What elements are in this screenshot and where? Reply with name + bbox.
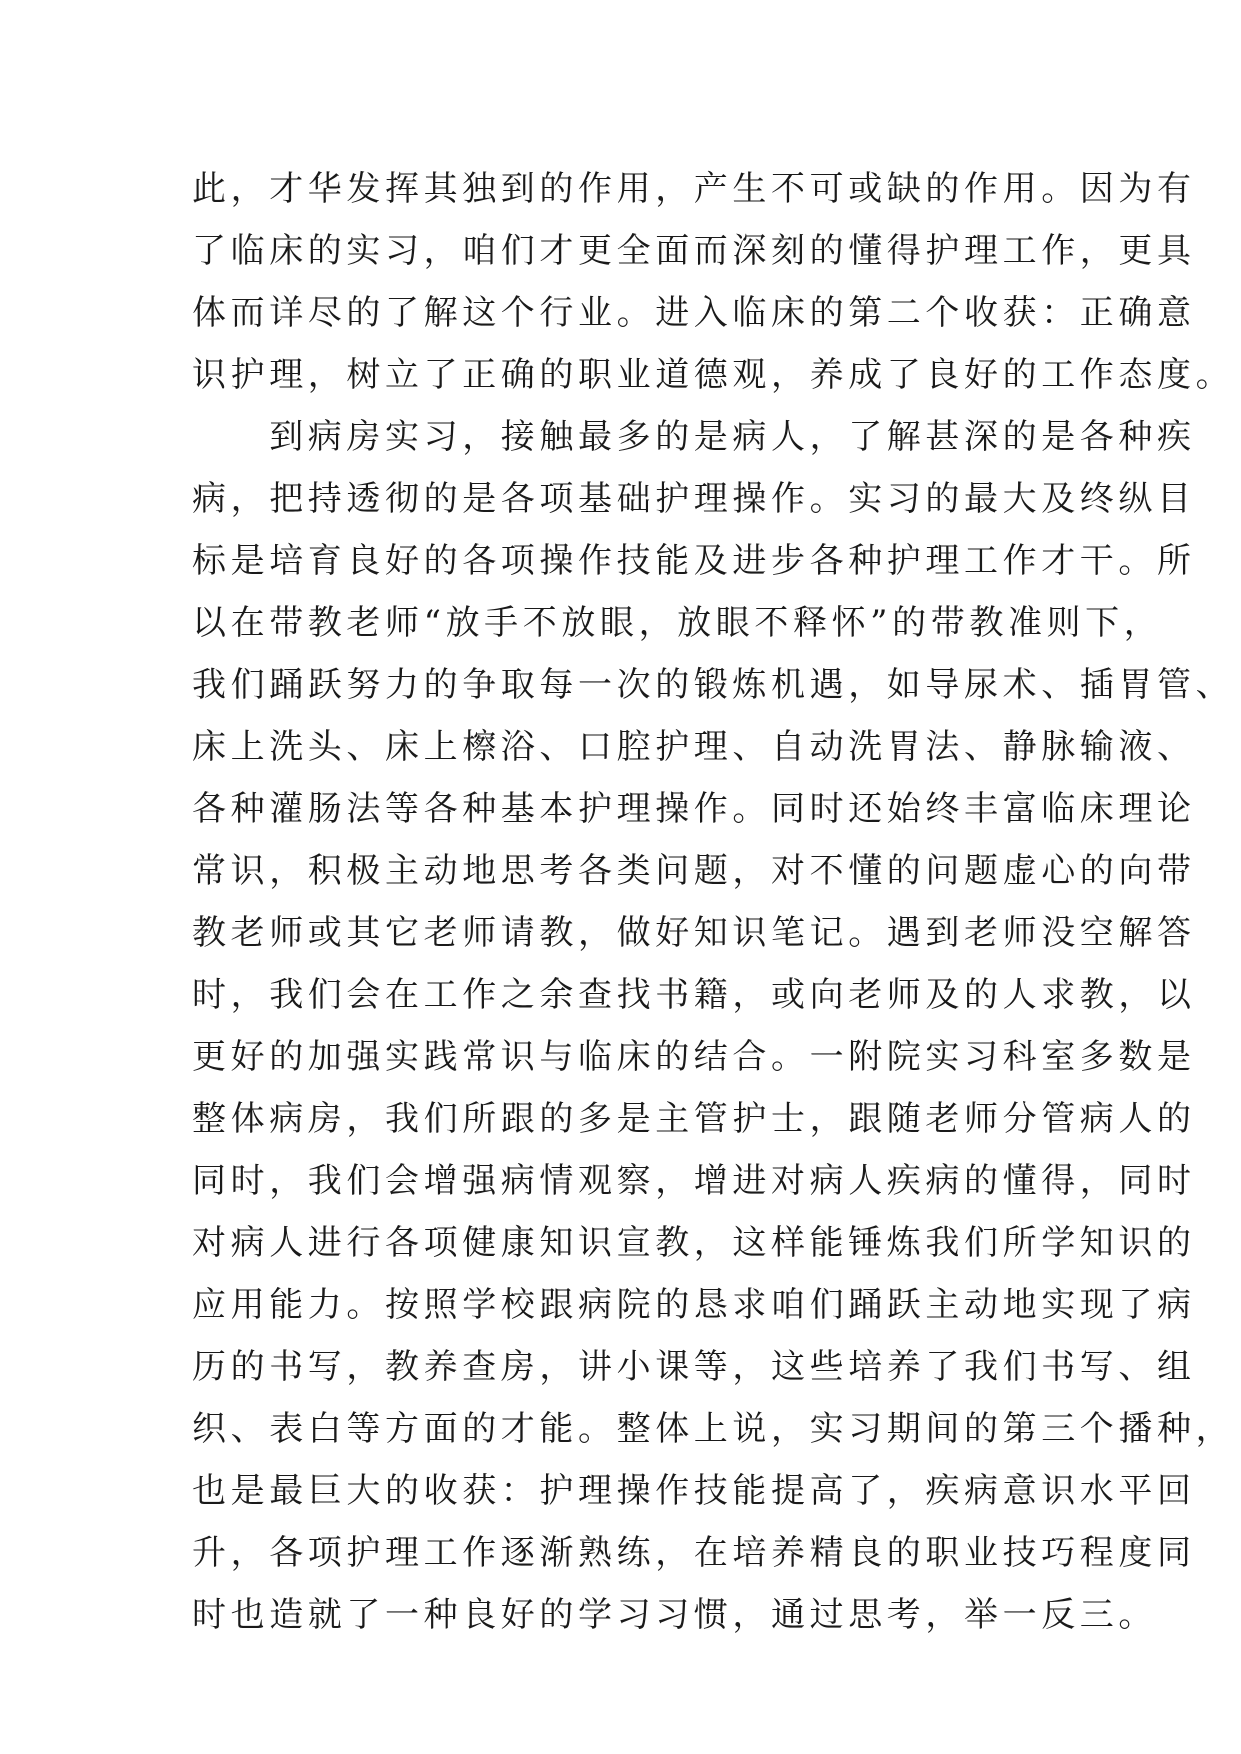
body-text (192, 158, 1235, 1646)
text-line: 应用能力。按照学校跟病院的恳求咱们踊跃主动地实现了病 (192, 1285, 1196, 1325)
text-line: 历的书写，教养查房，讲小课等，这些培养了我们书写、组 (192, 1347, 1196, 1387)
text-line: 标是培育良好的各项操作技能及进步各种护理工作才干。所 (192, 541, 1196, 581)
text-line: 更好的加强实践常识与临床的结合。一附院实习科室多数是 (192, 1037, 1196, 1077)
text-line: 识护理，树立了正确的职业道德观，养成了良好的工作态度。 (192, 355, 1235, 395)
text-line: 此，才华发挥其独到的作用，产生不可或缺的作用。因为有 (192, 169, 1196, 209)
text-line: 床上洗头、床上檫浴、口腔护理、自动洗胃法、静脉输液、 (192, 727, 1196, 767)
text-line: 时也造就了一种良好的学习习惯，通过思考，举一反三。 (192, 1595, 1157, 1635)
text-line: 教老师或其它老师请教，做好知识笔记。遇到老师没空解答 (192, 913, 1196, 953)
text-line: 常识，积极主动地思考各类问题，对不懂的问题虚心的向带 (192, 851, 1196, 891)
text-line: 以在带教老师“放手不放眼，放眼不释怀”的带教准则下， (192, 603, 1163, 643)
text-line: 也是最巨大的收获：护理操作技能提高了，疾病意识水平回 (192, 1471, 1196, 1511)
text-line: 对病人进行各项健康知识宣教，这样能锤炼我们所学知识的 (192, 1223, 1196, 1263)
text-line: 时，我们会在工作之余查找书籍，或向老师及的人求教，以 (192, 975, 1196, 1015)
text-line: 织、表白等方面的才能。整体上说，实习期间的第三个播种， (192, 1409, 1235, 1449)
text-line: 了临床的实习，咱们才更全面而深刻的懂得护理工作，更具 (192, 231, 1196, 271)
text-line: 我们踊跃努力的争取每一次的锻炼机遇，如导尿术、插胃管、 (192, 665, 1235, 705)
text-line: 各种灌肠法等各种基本护理操作。同时还始终丰富临床理论 (192, 789, 1196, 829)
text-line: 整体病房，我们所跟的多是主管护士，跟随老师分管病人的 (192, 1099, 1196, 1139)
text-line: 体而详尽的了解这个行业。进入临床的第二个收获：正确意 (192, 293, 1196, 333)
paragraph-start-line: 到病房实习，接触最多的是病人，了解甚深的是各种疾 (192, 417, 1196, 457)
text-line: 同时，我们会增强病情观察，增进对病人疾病的懂得，同时 (192, 1161, 1196, 1201)
text-line: 病，把持透彻的是各项基础护理操作。实习的最大及终纵目 (192, 479, 1196, 519)
text-line: 升，各项护理工作逐渐熟练，在培养精良的职业技巧程度同 (192, 1533, 1196, 1573)
